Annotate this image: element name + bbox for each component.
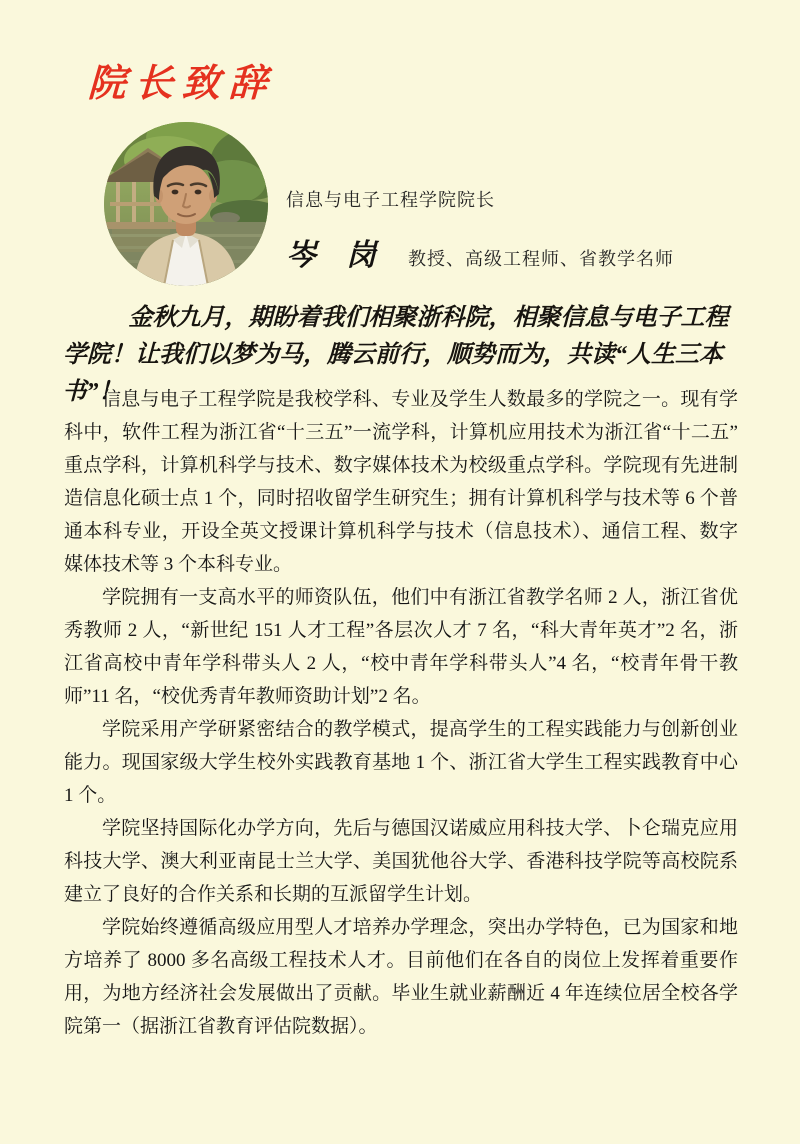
paragraph-faculty: 学院拥有一支高水平的师资队伍，他们中有浙江省教学名师 2 人，浙江省优秀教师 2 人，“新世纪 151 人才工程”各层次人才 7 名，“科大青年英才”2 名，浙江省高校中青年学科带头人 2 人，“校中青年学科带头人”4 名，“校青年骨干教师”11 名，“校优秀青年教师资助计划”2 名。	[64, 587, 738, 707]
dean-name: 岗	[346, 239, 376, 272]
dean-titles: 教授、高级工程师、省教学名师	[408, 249, 674, 269]
dean-name: 岑	[286, 239, 316, 272]
paragraph-overview: 信息与电子工程学院是我校学科、专业及学生人数最多的学院之一。现有学科中，软件工程为浙江省“十三五”一流学科，计算机应用技术为浙江省“十二五”重点学科，计算机科学与技术、数字媒体技术为校级重点学科。学院现有先进制造信息化硕士点 1 个，同时招收留学生研究生；拥有计算机科学与技术等 6 个普通本科专业，开设全英文授课计算机科学与技术（信息技术）、通信工程、数字媒体技术等 3 个本科专业。	[64, 389, 738, 575]
paragraph-talent-cultivation: 学院始终遵循高级应用型人才培养办学理念，突出办学特色，已为国家和地方培养了 8000 多名高级工程技术人才。目前他们在各自的岗位上发挥着重要作用，为地方经济社会发展做出了贡献。毕业生就业薪酬近 4 年连续位居全校各学院第一（据浙江省教育评估院数据）。	[64, 917, 738, 1037]
paragraph-international: 学院坚持国际化办学方向，先后与德国汉诺威应用科技大学、卜仑瑞克应用科技大学、澳大利亚南昆士兰大学、美国犹他谷大学、香港科技学院等高校院系建立了良好的合作关系和长期的互派留学生计划。	[64, 818, 738, 905]
body-text	[64, 383, 738, 1043]
dean-photo-illustration	[104, 122, 268, 286]
calligraphy-intro: 金秋九月，期盼着我们相聚浙科院，相聚信息与电子工程学院！让我们以梦为马，腾云前行，顺势而为，共读“人生三本书”！	[62, 305, 729, 405]
dean-role-label: 信息与电子工程学院院长	[286, 190, 495, 210]
dean-photo	[104, 122, 268, 286]
paragraph-teaching-model: 学院采用产学研紧密结合的教学模式，提高学生的工程实践能力与创新创业能力。现国家级大学生校外实践教育基地 1 个、浙江省大学生工程实践教育中心 1 个。	[64, 719, 738, 806]
page-title: 院长致辞	[87, 63, 277, 105]
dean-name-line	[286, 230, 674, 274]
